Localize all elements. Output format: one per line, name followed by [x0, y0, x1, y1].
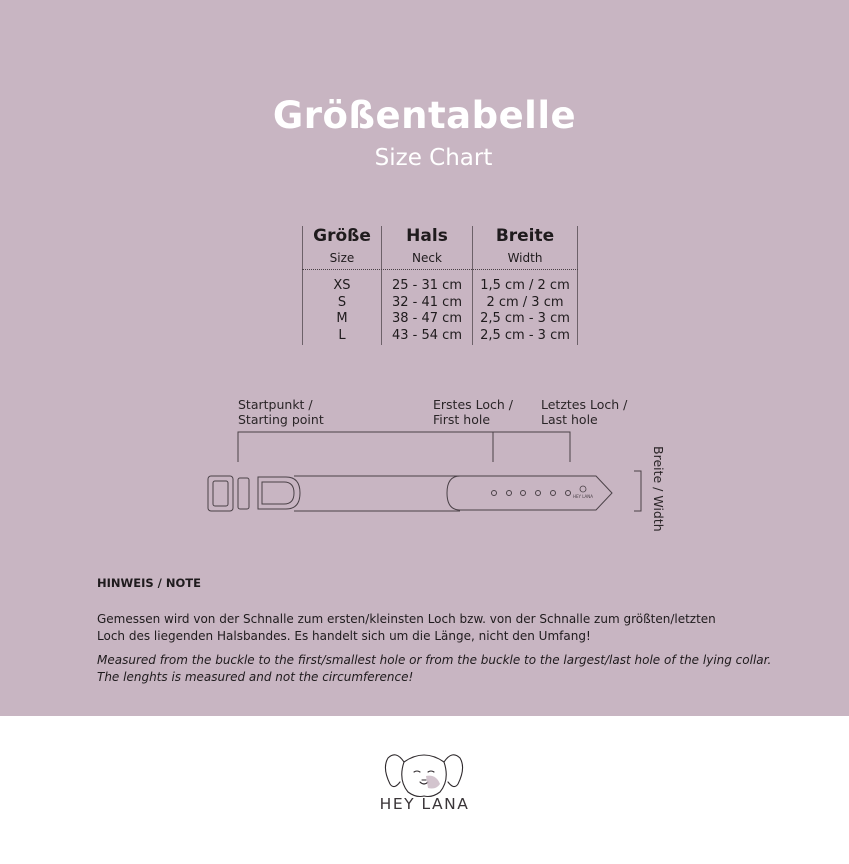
collar-tongue — [447, 476, 612, 510]
start-point-label: Startpunkt / Starting point — [238, 397, 324, 427]
page-title: Größentabelle — [272, 94, 577, 137]
width-label: Breite / Width — [651, 446, 666, 532]
collar-hole — [492, 491, 497, 496]
table-cell: 2 cm / 3 cm — [486, 294, 564, 310]
column-subheader: Size — [329, 251, 355, 265]
column-header: Größe — [313, 226, 371, 246]
collar-hole — [551, 491, 556, 496]
table-cell: 1,5 cm / 2 cm — [480, 278, 570, 293]
collar-strap — [294, 476, 460, 511]
note-german: Gemessen wird von der Schnalle zum ersten/kleinsten Loch bzw. von der Schnalle zum größten/letzten Loch des liegenden Halsbandes. Es handelt sich um die Länge, nicht den Umfang! — [97, 612, 716, 643]
collar-hole — [536, 491, 541, 496]
note-english: Measured from the buckle to the first/smallest hole or from the buckle to the largest/last hole of the lying collar. The lenghts is measured and not the circumference! — [97, 653, 772, 684]
table-cell: 32 - 41 cm — [392, 294, 462, 310]
last-hole-label: Letztes Loch / Last hole — [541, 397, 628, 427]
table-cell: 43 - 54 cm — [392, 327, 462, 343]
column-subheader: Neck — [412, 251, 442, 265]
table-cell: L — [338, 327, 346, 343]
start-marker-line — [238, 432, 570, 462]
table-cell: 25 - 31 cm — [392, 278, 462, 293]
collar-tag-text: HEY LANA — [572, 494, 594, 499]
collar-hole — [521, 491, 526, 496]
brand-name: HEY LANA — [379, 795, 470, 813]
page-subtitle: Size Chart — [374, 145, 493, 171]
width-bracket — [634, 471, 641, 511]
column-header: Breite — [495, 226, 555, 246]
table-cell: 2,5 cm - 3 cm — [480, 327, 570, 343]
table-cell: S — [337, 294, 347, 310]
table-cell: XS — [333, 278, 351, 293]
collar-hole — [507, 491, 512, 496]
collar-keeper — [238, 478, 249, 509]
table-cell: 38 - 47 cm — [392, 311, 462, 326]
table-cell: 2,5 cm - 3 cm — [480, 311, 570, 326]
note-heading: HINWEIS / NOTE — [97, 576, 201, 590]
dog-logo-icon — [580, 486, 586, 492]
collar-hole — [566, 491, 571, 496]
first-hole-label: Erstes Loch / First hole — [433, 397, 513, 427]
column-subheader: Width — [507, 251, 543, 265]
column-header: Hals — [406, 226, 448, 246]
table-cell: M — [336, 311, 348, 326]
